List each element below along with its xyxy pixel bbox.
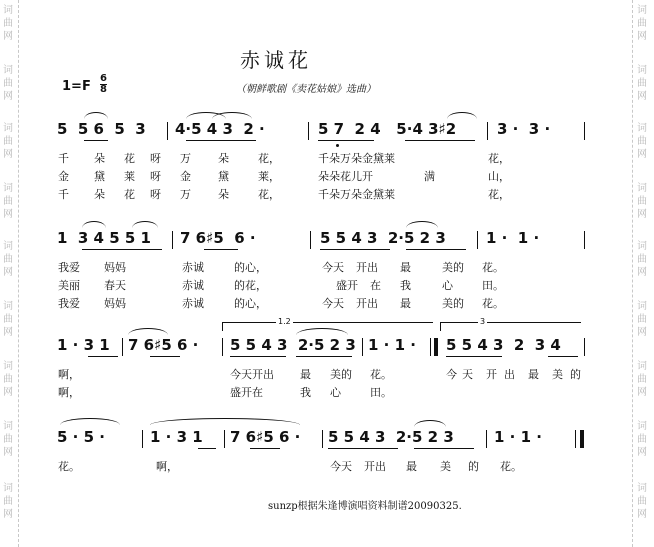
slur	[447, 112, 477, 119]
lyric: 最	[406, 460, 417, 473]
underline	[150, 356, 180, 357]
watermark-char: 曲	[3, 196, 13, 207]
lyric: 朵	[218, 188, 229, 201]
watermark-char: 曲	[637, 78, 647, 89]
underline	[296, 356, 352, 357]
watermark-char: 曲	[3, 136, 13, 147]
slur	[132, 221, 158, 228]
lyric: 莱	[124, 170, 135, 183]
watermark-char: 词	[3, 361, 13, 372]
measure: 4·5 4 3 2 ·	[175, 120, 265, 138]
lyric: 盛开在	[230, 386, 263, 399]
subtitle: （朝鲜歌剧《卖花姑娘》选曲）	[236, 84, 376, 95]
lyric: 万	[180, 188, 191, 201]
measure: 5 5 4 3 2 3 4	[446, 336, 561, 354]
slur	[60, 418, 120, 425]
barline	[584, 122, 585, 140]
lyric: 的	[570, 368, 581, 381]
watermark-char: 词	[637, 421, 647, 432]
watermark-group	[636, 64, 648, 103]
watermark-char: 网	[637, 267, 647, 278]
lyric: 美的	[330, 368, 352, 381]
watermark-char: 网	[637, 387, 647, 398]
watermark-char: 词	[3, 5, 13, 16]
underline	[88, 356, 118, 357]
octave-dot	[336, 144, 339, 147]
lyric: 花。	[482, 297, 504, 310]
measure: 1 · 1 ·	[368, 336, 416, 354]
lyric: 呀	[150, 188, 161, 201]
score-row-2	[0, 227, 654, 327]
watermark-char: 词	[3, 483, 13, 494]
lyric: 心	[442, 279, 453, 292]
lyric: 赤诚	[182, 261, 204, 274]
barline	[308, 122, 309, 140]
watermark-group	[2, 64, 14, 103]
lyric: 最	[300, 368, 311, 381]
lyric: 田。	[482, 279, 504, 292]
watermark-char: 网	[637, 31, 647, 42]
measure: 5 · 5 ·	[57, 428, 105, 446]
lyric: 金	[58, 170, 69, 183]
lyric: 今天	[330, 460, 352, 473]
lyric: 的心，	[234, 261, 267, 274]
measure: 7 6♯5 6 ·	[180, 229, 256, 247]
slur	[296, 328, 348, 335]
lyric: 我爱	[58, 261, 80, 274]
lyric: 朵	[218, 152, 229, 165]
lyric: 最	[400, 261, 411, 274]
underline	[320, 249, 390, 250]
watermark-char: 曲	[637, 254, 647, 265]
lyric: 出	[504, 368, 515, 381]
measure: 3 · 3 ·	[497, 120, 551, 138]
lyric: 开出	[364, 460, 386, 473]
watermark-group	[2, 4, 14, 43]
watermark-char: 曲	[3, 314, 13, 325]
watermark-char: 词	[637, 483, 647, 494]
lyric: 千朵万朵金黛莱	[318, 188, 395, 201]
lyric: 黛	[218, 170, 229, 183]
watermark-char: 网	[637, 327, 647, 338]
lyric: 今天	[322, 297, 344, 310]
watermark-char: 词	[637, 241, 647, 252]
lyric: 田。	[370, 386, 392, 399]
watermark-char: 网	[3, 267, 13, 278]
lyric: 今天	[322, 261, 344, 274]
lyric: 朵	[94, 188, 105, 201]
watermark-char: 网	[637, 447, 647, 458]
watermark-char: 词	[637, 5, 647, 16]
underline	[82, 249, 162, 250]
lyric: 赤诚	[182, 297, 204, 310]
lyric: 美的	[442, 261, 464, 274]
watermark-char: 词	[3, 241, 13, 252]
watermark-char: 曲	[637, 374, 647, 385]
barline	[167, 122, 168, 140]
watermark-char: 网	[637, 509, 647, 520]
lyric: 山，	[488, 170, 510, 183]
lyric: 花	[124, 188, 135, 201]
watermark-char: 词	[3, 123, 13, 134]
lyric: 心	[330, 386, 341, 399]
watermark-char: 网	[3, 387, 13, 398]
lyric: 开出	[356, 261, 378, 274]
underline	[198, 448, 216, 449]
barline	[142, 430, 143, 448]
lyric: 花，	[488, 152, 510, 165]
lyric: 花，	[488, 188, 510, 201]
underline	[230, 356, 286, 357]
lyric: 朵朵花儿开	[318, 170, 373, 183]
barline	[122, 338, 123, 356]
repeat-barline	[434, 338, 438, 356]
lyric: 美的	[442, 297, 464, 310]
underline	[186, 140, 256, 141]
lyric: 开出	[356, 297, 378, 310]
underline	[318, 140, 374, 141]
barline	[362, 338, 363, 356]
lyric: 朵	[94, 152, 105, 165]
underline	[204, 249, 238, 250]
slur	[414, 420, 446, 427]
lyric: 千	[58, 152, 69, 165]
watermark-char: 网	[3, 447, 13, 458]
lyric: 花，	[258, 152, 280, 165]
watermark-char: 曲	[637, 136, 647, 147]
ending-number: 1.2	[278, 317, 291, 326]
watermark-char: 曲	[637, 196, 647, 207]
watermark-char: 词	[3, 421, 13, 432]
watermark-char: 网	[3, 327, 13, 338]
slur	[128, 328, 168, 335]
ending-number: 3	[480, 317, 486, 326]
watermark-char: 曲	[3, 434, 13, 445]
lyric: 在	[370, 279, 381, 292]
time-signature: 6 8	[100, 73, 107, 95]
key-signature: 1=F	[62, 79, 91, 94]
lyric: 黛	[94, 170, 105, 183]
measure: 5 5 4 3 2·5 2 3	[320, 229, 446, 247]
barline	[584, 231, 585, 249]
watermark-char: 词	[637, 301, 647, 312]
watermark-char: 词	[637, 123, 647, 134]
measure: 1 3 4 5 5 1	[57, 229, 151, 247]
barline	[310, 231, 311, 249]
watermark-char: 网	[3, 209, 13, 220]
measure: 1 · 1 ·	[486, 229, 540, 247]
watermark-char: 词	[3, 65, 13, 76]
barline	[575, 430, 576, 448]
lyric: 今	[446, 368, 457, 381]
watermark-char: 曲	[3, 78, 13, 89]
lyric: 花。	[500, 460, 522, 473]
watermark-char: 曲	[637, 314, 647, 325]
slur	[84, 112, 108, 119]
barline	[222, 338, 223, 356]
lyric: 啊，	[58, 386, 80, 399]
lyric: 花。	[482, 261, 504, 274]
lyric: 美	[440, 460, 451, 473]
watermark-char: 曲	[3, 496, 13, 507]
lyric: 我	[400, 279, 411, 292]
measure: 5 5 4 3 2·5 2 3	[230, 336, 356, 354]
lyric: 最	[400, 297, 411, 310]
lyric: 我	[300, 386, 311, 399]
lyric: 天	[462, 368, 473, 381]
lyric: 花。	[370, 368, 392, 381]
slur	[150, 418, 300, 425]
underline	[548, 356, 578, 357]
underline	[446, 356, 502, 357]
underline	[328, 448, 398, 449]
lyric: 金	[180, 170, 191, 183]
lyric: 莱，	[258, 170, 280, 183]
credit-line: sunzp根据朱逢博演唱资料制谱20090325.	[268, 501, 462, 512]
song-title: 赤诚花	[240, 48, 312, 72]
barline	[172, 231, 173, 249]
watermark-char: 词	[3, 183, 13, 194]
watermark-char: 词	[637, 183, 647, 194]
measure: 1 · 1 ·	[494, 428, 542, 446]
watermark-char: 网	[637, 91, 647, 102]
watermark-group	[636, 4, 648, 43]
lyric: 千朵万朵金黛莱	[318, 152, 395, 165]
lyric: 的花，	[234, 279, 267, 292]
lyric: 赤诚	[182, 279, 204, 292]
measure: 1 · 3 1	[150, 428, 203, 446]
lyric: 最	[528, 368, 539, 381]
ending-bracket	[440, 322, 581, 331]
lyric: 春天	[104, 279, 126, 292]
lyric: 美丽	[58, 279, 80, 292]
underline	[405, 140, 475, 141]
lyric: 啊，	[58, 368, 80, 381]
lyric: 啊，	[156, 460, 178, 473]
underline	[406, 249, 466, 250]
watermark-char: 网	[3, 509, 13, 520]
lyric: 花	[124, 152, 135, 165]
lyric: 妈妈	[104, 297, 126, 310]
watermark-char: 网	[637, 209, 647, 220]
barline	[584, 338, 585, 356]
underline	[250, 448, 280, 449]
lyric: 今天开出	[230, 368, 274, 381]
barline	[322, 430, 323, 448]
measure: 5 5 4 3 2·5 2 3	[328, 428, 454, 446]
measure: 5 7 2 4 5·4 3♯2	[318, 120, 457, 138]
watermark-char: 网	[637, 149, 647, 160]
underline	[84, 140, 108, 141]
lyric: 花。	[58, 460, 80, 473]
lyric: 千	[58, 188, 69, 201]
lyric: 开	[486, 368, 497, 381]
measure: 1 · 3 1	[57, 336, 110, 354]
watermark-char: 网	[3, 31, 13, 42]
watermark-char: 曲	[3, 374, 13, 385]
lyric: 盛开	[336, 279, 358, 292]
watermark-char: 曲	[3, 18, 13, 29]
final-barline	[580, 430, 584, 448]
lyric: 满	[424, 170, 435, 183]
lyric: 万	[180, 152, 191, 165]
barline	[224, 430, 225, 448]
watermark-char: 网	[3, 149, 13, 160]
slur	[82, 221, 106, 228]
watermark-char: 曲	[637, 18, 647, 29]
lyric: 妈妈	[104, 261, 126, 274]
barline	[477, 231, 478, 249]
lyric: 的心，	[234, 297, 267, 310]
barline	[487, 122, 488, 140]
score-row-1	[0, 118, 654, 218]
lyric: 我爱	[58, 297, 80, 310]
measure: 7 6♯5 6 ·	[230, 428, 301, 446]
lyric: 美	[552, 368, 563, 381]
watermark-char: 词	[637, 361, 647, 372]
lyric: 呀	[150, 170, 161, 183]
barline	[430, 338, 431, 356]
watermark-char: 词	[3, 301, 13, 312]
watermark-char: 曲	[637, 496, 647, 507]
lyric: 花，	[258, 188, 280, 201]
slur	[406, 221, 438, 228]
lyric: 呀	[150, 152, 161, 165]
watermark-char: 曲	[3, 254, 13, 265]
watermark-char: 网	[3, 91, 13, 102]
lyric: 的	[468, 460, 479, 473]
slur	[212, 112, 252, 119]
barline	[486, 430, 487, 448]
measure: 7 6♯5 6 ·	[128, 336, 199, 354]
underline	[414, 448, 474, 449]
watermark-char: 曲	[637, 434, 647, 445]
watermark-char: 词	[637, 65, 647, 76]
measure: 5 5 6 5 3	[57, 120, 146, 138]
